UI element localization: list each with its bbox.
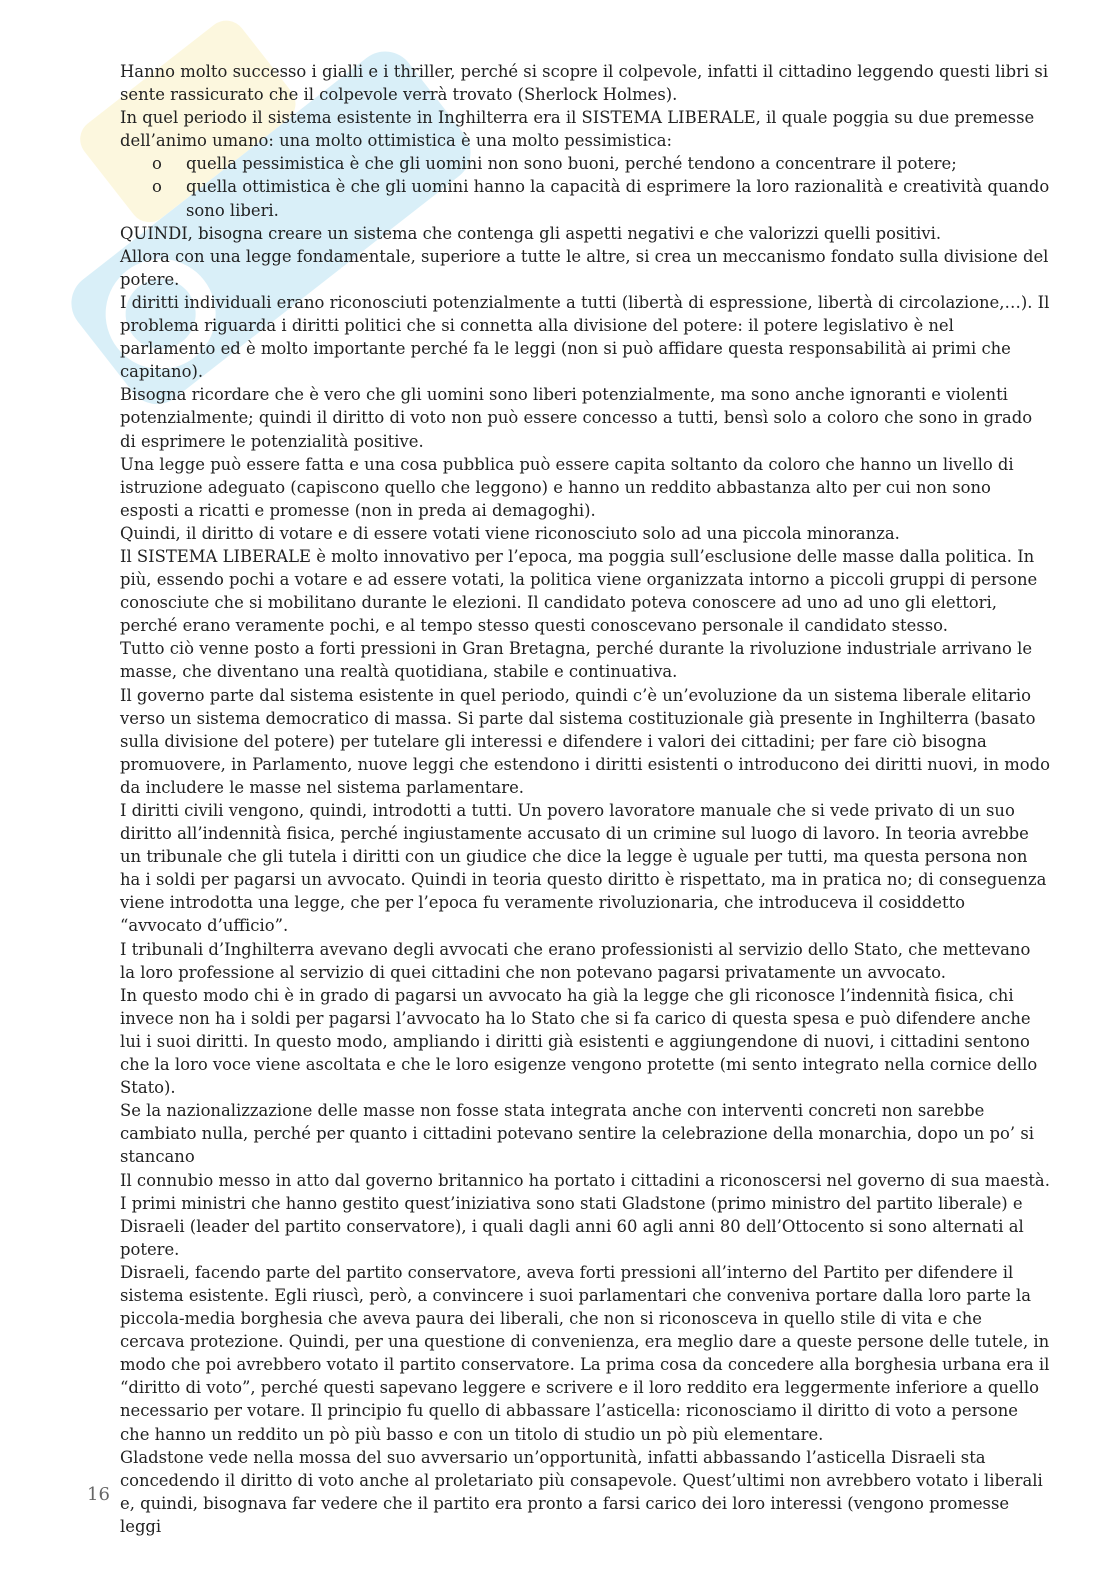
list-bullet: o	[152, 177, 162, 197]
paragraph: QUINDI, bisogna creare un sistema che contenga gli aspetti negativi e che valorizzi quelli positivi.	[120, 223, 942, 243]
list-item	[120, 175, 1050, 221]
paragraph: I primi ministri che hanno gestito quest’iniziativa sono stati Gladstone (primo ministro del partito liberale) e Disraeli (leader del partito conservatore), i quali dagli anni 60 agli anni 80 dell’Ottocento si sono alternati al potere.	[120, 1193, 1024, 1259]
paragraph: I diritti individuali erano riconosciuti potenzialmente a tutti (libertà di espressione, libertà di circolazione,…). Il problema riguarda i diritti politici che si connetta alla divisione del potere: il potere legislativo è nel parlamento ed è molto importante perché fa le leggi (non si può affidare questa responsabilità ai primi che capitano).	[120, 292, 1050, 382]
document-body	[120, 60, 1050, 1538]
paragraph: I diritti civili vengono, quindi, introdotti a tutti. Un povero lavoratore manuale che si vede privato di un suo diritto all’indennità fisica, perché ingiustamente accusato di un crimine sul luogo di lavoro. In teoria avrebbe un tribunale che gli tutela i diritti con un giudice che dice la legge è uguale per tutti, ma questa persona non ha i soldi per pagarsi un avvocato. Quindi in teoria questo diritto è rispettato, ma in pratica no; di conseguenza viene introdotta una legge, che per l’epoca fu veramente rivoluzionaria, che introduceva il cosiddetto “avvocato d’ufficio”.	[120, 801, 1047, 936]
paragraph: Gladstone vede nella mossa del suo avversario un’opportunità, infatti abbassando l’asticella Disraeli sta concedendo il diritto di voto anche al proletariato più consapevole. Quest’ultimi non avrebbero votato i liberali e, quindi, bisognava far vedere che il partito era pronto a farsi carico dei loro interessi (vengono promesse leggi	[120, 1447, 1043, 1536]
paragraph: Una legge può essere fatta e una cosa pubblica può essere capita soltanto da coloro che hanno un livello di istruzione adeguato (capiscono quello che leggono) e hanno un reddito abbastanza alto per cui non sono esposti a ricatti e promesse (non in preda ai demagoghi).	[120, 454, 1014, 520]
paragraph: Tutto ciò venne posto a forti pressioni in Gran Bretagna, perché durante la rivoluzione industriale arrivano le masse, che diventano una realtà quotidiana, stabile e continuativa.	[120, 639, 1033, 682]
list-bullet: o	[152, 154, 162, 174]
paragraph: Allora con una legge fondamentale, superiore a tutte le altre, si crea un meccanismo fondato sulla divisione del potere.	[120, 246, 1049, 289]
paragraph: Se la nazionalizzazione delle masse non fosse stata integrata anche con interventi concreti non sarebbe cambiato nulla, perché per quanto i cittadini potevano sentire la celebrazione della monarchia, dopo un po’ si stancano	[120, 1101, 1034, 1167]
page-number: 16	[87, 1484, 110, 1505]
list-item-text: quella pessimistica è che gli uomini non sono buoni, perché tendono a concentrare il potere;	[186, 154, 957, 174]
paragraph: In questo modo chi è in grado di pagarsi un avvocato ha già la legge che gli riconosce l’indennità fisica, chi invece non ha i soldi per pagarsi l’avvocato ha lo Stato che si fa carico di questa spesa e può difendere anche lui i suoi diritti. In questo modo, ampliando i diritti già esistenti e aggiungendone di nuovi, i cittadini sentono che la loro voce viene ascoltata e che le loro esigenze vengono protette (mi sento integrato nella cornice dello Stato).	[120, 985, 1038, 1098]
premises-list	[120, 152, 1050, 221]
list-item-text: quella ottimistica è che gli uomini hanno la capacità di esprimere la loro razionalità e creatività quando sono liberi.	[186, 177, 1050, 220]
paragraph: Bisogna ricordare che è vero che gli uomini sono liberi potenzialmente, ma sono anche ignoranti e violenti potenzialmente; quindi il diritto di voto non può essere concesso a tutti, bensì solo a coloro che sono in grado di esprimere le potenzialità positive.	[120, 385, 1033, 451]
paragraph: Disraeli, facendo parte del partito conservatore, aveva forti pressioni all’interno del Partito per difendere il sistema esistente. Egli riuscì, però, a convincere i suoi parlamentari che conveniva portare dalla loro parte la piccola-media borghesia che aveva paura dei liberali, che non si riconosceva in quello stile di vita e che cercava protezione. Quindi, per una questione di convenienza, era meglio dare a queste persone delle tutele, in modo che poi avrebbero votato il partito conservatore. La prima cosa da concedere alla borghesia urbana era il “diritto di voto”, perché questi sapevano leggere e scrivere e il loro reddito era leggermente inferiore a quello necessario per votare. Il principio fu quello di abbassare l’asticella: riconosciamo il diritto di voto a persone che hanno un reddito un pò più basso e con un titolo di studio un pò più elementare.	[120, 1262, 1050, 1444]
paragraph: Il SISTEMA LIBERALE è molto innovativo per l’epoca, ma poggia sull’esclusione delle masse dalla politica. In più, essendo pochi a votare e ad essere votati, la politica viene organizzata intorno a piccoli gruppi di persone conosciute che si mobilitano durante le elezioni. Il candidato poteva conoscere ad uno ad uno gli elettori, perché erano veramente pochi, e al tempo stesso questi conoscevano personale il candidato stesso.	[120, 546, 1038, 636]
paragraph: In quel periodo il sistema esistente in Inghilterra era il SISTEMA LIBERALE, il quale poggia su due premesse dell’animo umano: una molto ottimistica è una molto pessimistica:	[120, 108, 1035, 151]
paragraph: Hanno molto successo i gialli e i thriller, perché si scopre il colpevole, infatti il cittadino leggendo questi libri si sente rassicurato che il colpevole verrà trovato (Sherlock Holmes).	[120, 62, 1049, 105]
paragraph: I tribunali d’Inghilterra avevano degli avvocati che erano professionisti al servizio dello Stato, che mettevano la loro professione al servizio di quei cittadini che non potevano pagarsi privatamente un avvocato.	[120, 939, 1031, 982]
list-item	[120, 152, 1050, 175]
paragraph: Il governo parte dal sistema esistente in quel periodo, quindi c’è un’evoluzione da un sistema liberale elitario verso un sistema democratico di massa. Si parte dal sistema costituzionale già presente in Inghilterra (basato sulla divisione del potere) per tutelare gli interessi e difendere i valori dei cittadini; per fare ciò bisogna promuovere, in Parlamento, nuove leggi che estendono i diritti esistenti o introducono dei diritti nuovi, in modo da includere le masse nel sistema parlamentare.	[120, 685, 1050, 797]
paragraph: Quindi, il diritto di votare e di essere votati viene riconosciuto solo ad una piccola minoranza.	[120, 523, 900, 543]
paragraph: Il connubio messo in atto dal governo britannico ha portato i cittadini a riconoscersi nel governo di sua maestà.	[120, 1170, 1050, 1190]
